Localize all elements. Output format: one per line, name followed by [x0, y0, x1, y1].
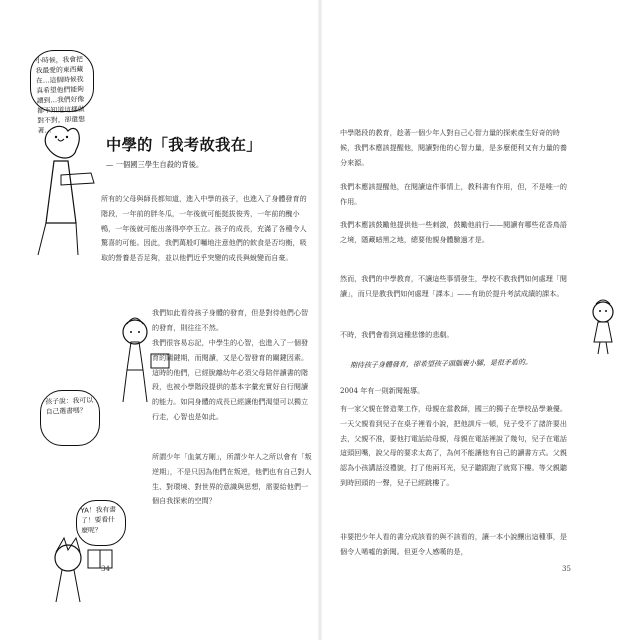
left-paragraph-3: 我們很容易忘記，中學生的心智，也進入了一個發育的關鍵期，而閱讀，又是心智發育的關鍵因素。這時的他們，已經脫離幼年必須父母陪伴讀書的階段，也被小學階段提供的基本字彙充實好自行閱讀的能力。如同身體的成長已經讓他們渴望可以獨立行走，心智也是如此。 [152, 338, 309, 421]
left-paragraph-2: 我們如此看待孩子身體的發育，但是對待他們心智的發育，則往往不然。 [152, 308, 309, 332]
doodle-caption: 期待孩子身體發育，卻希望孩子頭腦裹小腳，是很矛盾的。 [349, 358, 533, 370]
right-paragraph-3: 我們本應該鼓勵他提供他一些刺激，鼓勵他前行——閱讀有哪些花香鳥語之境，隱藏暗黑之地，總要他親身體驗過才是。 [340, 220, 567, 244]
right-paragraph-8: 非要把少年人看的書分成該看的與不該看的，讓一本小說釀出這種事，是個令人唏噓的新聞。但更令人感嘆的是， [340, 532, 567, 556]
left-page-number: 34 [101, 565, 110, 573]
book-gutter [318, 0, 322, 640]
right-paragraph-6: 2004 年有一則新聞報導。 [340, 386, 425, 395]
small-boy-doodle [578, 296, 628, 356]
right-paragraph-1: 中學階段的教育，趁著一個少年人對自己心智力量的探索產生好奇的時候，我們本應該提醒他，閱讀對他的心智力量，是多麼便利又有力量的養分來源。 [340, 128, 567, 167]
top-left-bubble-text: 小時候，我會把我最愛的東西藏在…這個時候我真希望他們能夠讀到…我們好像都不知道這樣做對不對，卻還想著… [35, 55, 86, 135]
right-paragraph-4: 然而，我們的中學教育，不讓這些事情發生，學校不教我們如何處理「閱讀」，而只是教我們如何處理「課本」——有助於提升考試成績的課本。 [340, 274, 567, 298]
middle-bubble-text: 孩子說：我可以自己選書嗎？ [45, 396, 94, 416]
right-paragraph-5: 不時，我們會看到這種悲慘的悲劇。 [340, 330, 454, 339]
right-page-number: 35 [562, 565, 571, 573]
right-page [330, 10, 634, 630]
bottom-bubble-text: YA！我有書了！要看什麼呢？ [80, 505, 117, 535]
left-paragraph-4: 所謂少年「血氣方剛」，所謂少年人之所以會有「叛逆期」，不是只因為他們在叛逆，他們也有自己對人生、對環境、對世界的意識與思想，需要給他們一個自我探索的空間？ [152, 452, 312, 506]
chapter-heading: 中學的「我考故我在」 [106, 136, 262, 154]
right-paragraph-2: 我們本應該提醒他，在閱讀這件事情上，教科書有作用，但，不是唯一的作用。 [340, 182, 567, 206]
left-page [6, 10, 316, 630]
chapter-subheading: — 一個國三學生自殺的背後。 [106, 160, 204, 169]
left-paragraph-1: 所有的父母與師長都知道，進入中學的孩子，也進入了身體發育的階段，一年前的胖冬瓜，一年後就可能挺拔俊秀，一年前的醜小鴨，一年後就可能出落得亭亭玉立。孩子的成長，充滿了各種令人驚喜的可能。因此，我們萬般叮囑地注意他們的飲食是否均衡，吸取的營養是否足夠，並以他們近乎突變的成長與蛻變而自豪。 [101, 194, 307, 263]
right-paragraph-7: 有一家父親在營造業工作，母親在當教師，國三的獨子在學校品學兼優。一天父親看到兒子在桌子裡看小說，把他訓斥一頓，兒子受不了諸許要出去，父親不准，要他打電話給母親，母親在電話裡說了幾句，兒子在電話這頭回嘴，說父母的要求太高了，為何不能讓他有自己的讀書方式。父親認為小孩講話沒禮貌，打了他兩耳光，兒子聽跟跑了就寫下樓。等父親聽到時回頭的一聲，兒子已經跳樓了。 [340, 404, 567, 487]
